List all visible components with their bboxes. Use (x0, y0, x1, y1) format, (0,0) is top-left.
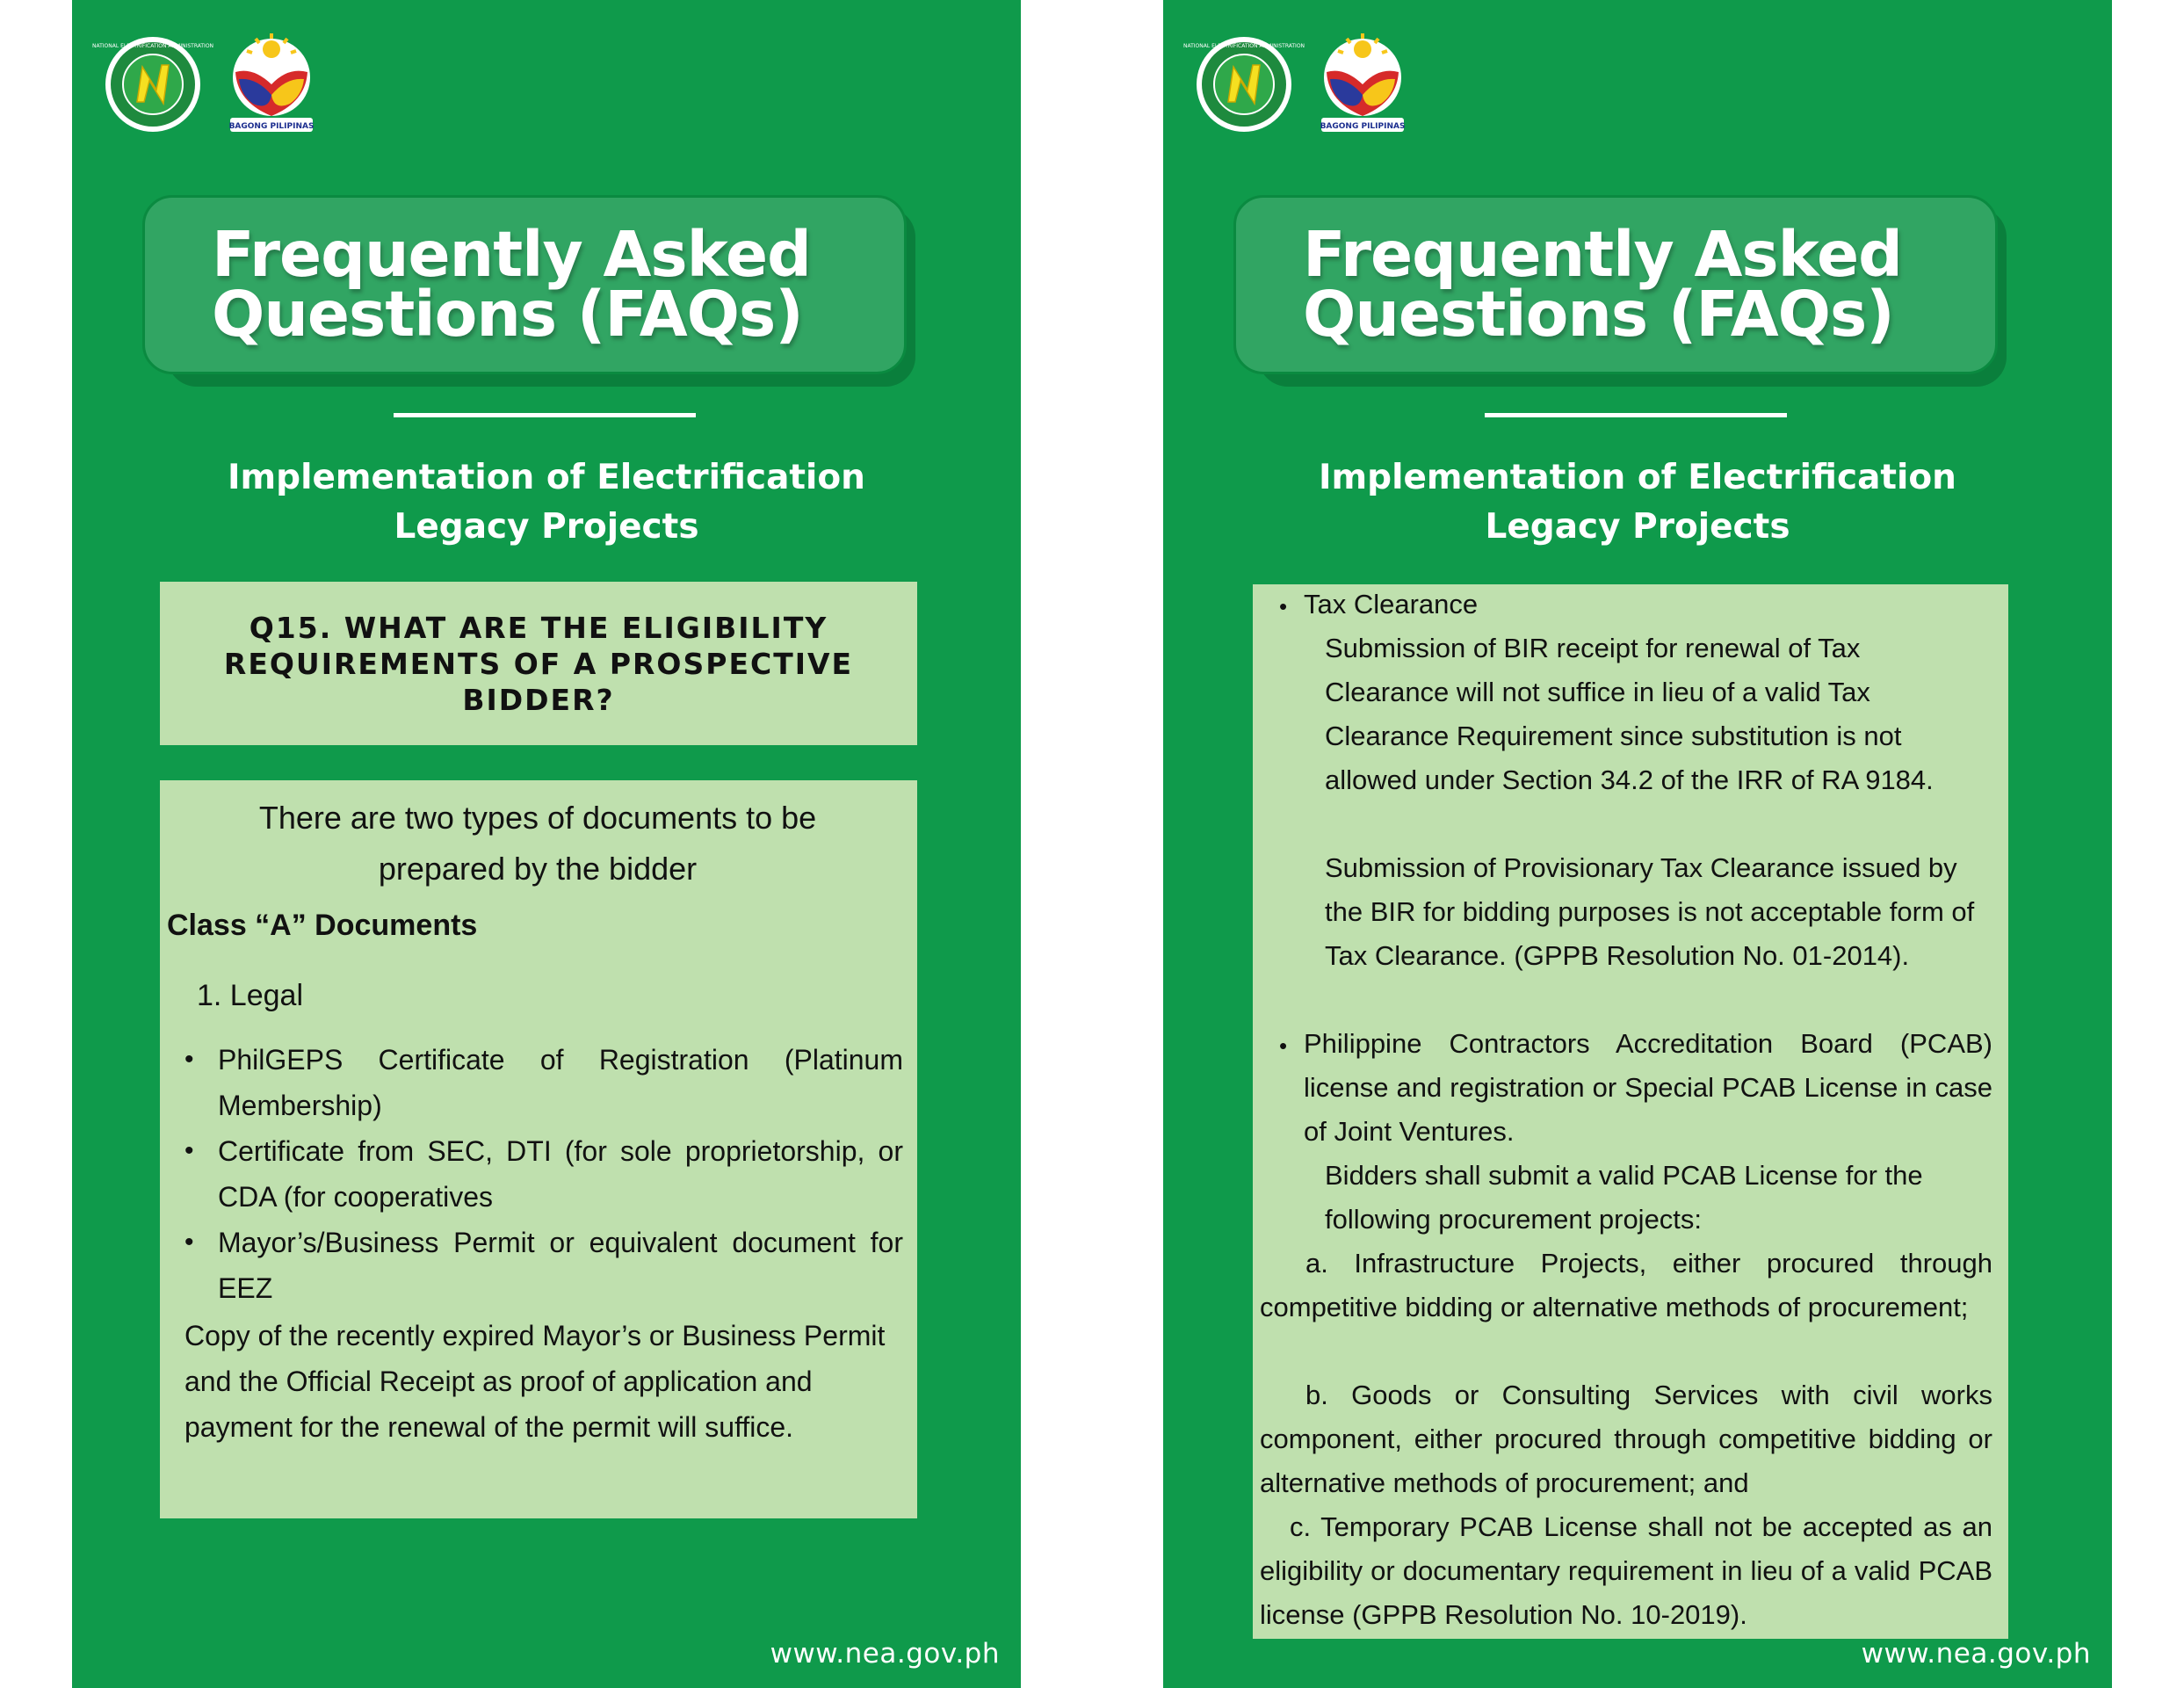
title-line-2: Questions (FAQs) (1303, 278, 1894, 351)
pcab-note: Bidders shall submit a valid PCAB License for the following procurement projects: (1325, 1160, 1923, 1235)
title-line-1: Frequently Asked (212, 218, 811, 291)
tax-clearance-note-2: Submission of Provisionary Tax Clearance issued by the BIR for bidding purposes is not acceptable form of Tax Clearance. (GPPB Resolution No. 01-2014). (1325, 852, 1975, 971)
pcab-bullet: Philippine Contractors Accreditation Board (PCAB) license and registration or Special PCAB License in case of Joint Ventures. (1304, 1028, 1992, 1147)
document-list (177, 1037, 903, 1311)
tax-clearance-bullet: Tax Clearance (1304, 589, 1479, 619)
divider-line (394, 413, 696, 417)
subtitle-line-2: Legacy Projects (1485, 507, 1790, 547)
question-box (160, 582, 917, 745)
nea-seal-text: NATIONAL ELECTRIFICATION ADMINISTRATION (91, 43, 214, 49)
subtitle-line-1: Implementation of Electrification (228, 458, 865, 497)
answer-intro: There are two types of documents to be prepared by the bidder (258, 800, 817, 887)
nea-seal-logo (1182, 35, 1305, 134)
subtitle-line-2: Legacy Projects (394, 507, 699, 547)
bullet-icon: • (1279, 593, 1288, 619)
list-item: • Certificate from SEC, DTI (for sole proprietorship, or CDA (for cooperatives (177, 1128, 903, 1220)
legal-item: 1. Legal (197, 979, 303, 1012)
answer-box (160, 780, 917, 1518)
class-a-heading: Class “A” Documents (167, 909, 478, 942)
tax-clearance-note-1: Submission of BIR receipt for renewal of Tax Clearance will not suffice in lieu of a valid Tax Clearance Requirement since substitution is not allowed under Section 34.2 of the IRR of RA 9184. (1325, 633, 1934, 795)
question-text: Q15. WHAT ARE THE ELIGIBILITY REQUIREMENTS OF A PROSPECTIVE BIDDER? (223, 610, 854, 717)
item-a: a. Infrastructure Projects, either procured through competitive bidding or alternative methods of procurement; (1260, 1248, 1992, 1322)
title-box (142, 195, 907, 374)
title-card (1233, 195, 2007, 387)
nea-seal-text: NATIONAL ELECTRIFICATION ADMINISTRATION (1182, 43, 1305, 49)
website-footer: www.nea.gov.ph (1861, 1638, 2091, 1670)
item-c: c. Temporary PCAB License shall not be accepted as an eligibility or documentary requirement in lieu of a valid PCAB license (GPPB Resolution No. 10-2019). (1260, 1511, 1992, 1630)
bagong-pilipinas-logo (1309, 32, 1416, 139)
subtitle (186, 453, 907, 552)
subtitle (1277, 453, 1998, 552)
bagong-pilipinas-logo (218, 32, 325, 139)
website-footer: www.nea.gov.ph (770, 1638, 1000, 1670)
title-box (1233, 195, 1998, 374)
item-b: b. Goods or Consulting Services with civil works component, either procured through competitive bidding or alternative methods of procurement; and (1260, 1380, 1992, 1498)
title-line-2: Questions (FAQs) (212, 278, 803, 351)
permit-note: Copy of the recently expired Mayor’s or Business Permit and the Official Receipt as proof of application and payment for the renewal of the permit will suffice. (184, 1320, 886, 1443)
answer-box-continued (1253, 584, 2008, 1639)
title-card (142, 195, 915, 387)
nea-seal-logo (91, 35, 214, 134)
bagong-pilipinas-text: BAGONG PILIPINAS (1320, 122, 1406, 131)
divider-line (1485, 413, 1787, 417)
faq-panel-left (72, 0, 1021, 1688)
title-line-1: Frequently Asked (1303, 218, 1902, 291)
bullet-icon: • (1279, 1032, 1288, 1059)
subtitle-line-1: Implementation of Electrification (1319, 458, 1956, 497)
list-item: • PhilGEPS Certificate of Registration (Platinum Membership) (177, 1037, 903, 1128)
faq-panel-right (1163, 0, 2112, 1688)
bagong-pilipinas-text: BAGONG PILIPINAS (228, 122, 315, 131)
list-item: • Mayor’s/Business Permit or equivalent document for EEZ (177, 1220, 903, 1311)
